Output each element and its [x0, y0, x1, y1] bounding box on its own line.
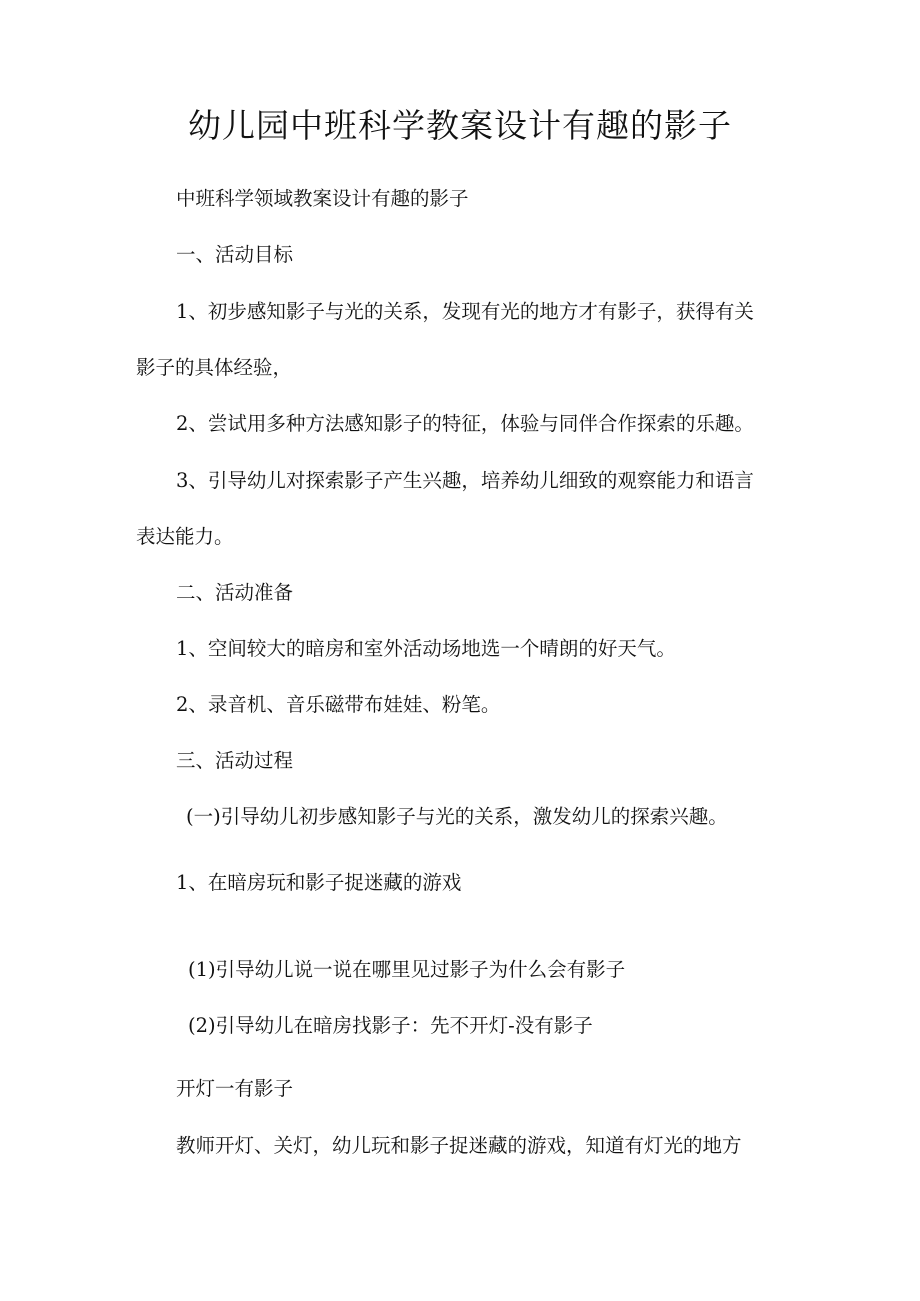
paragraph-line: 3、引导幼儿对探索影子产生兴趣，培养幼儿细致的观察能力和语言 — [176, 469, 754, 492]
paragraph-line: (2)引导幼儿在暗房找影子：先不开灯-没有影子 — [188, 1014, 593, 1037]
paragraph-line: 1、空间较大的暗房和室外活动场地选一个晴朗的好天气。 — [176, 637, 676, 660]
paragraph-line: (1)引导幼儿说一说在哪里见过影子为什么会有影子 — [188, 958, 626, 981]
subtitle-line: 中班科学领域教案设计有趣的影子 — [176, 187, 469, 210]
paragraph-line: (一)引导幼儿初步感知影子与光的关系，激发幼儿的探索兴趣。 — [186, 805, 728, 828]
paragraph-line: 教师开灯、关灯，幼儿玩和影子捉迷藏的游戏，知道有灯光的地方 — [176, 1134, 742, 1157]
section-heading-preparation: 二、活动准备 — [176, 581, 294, 604]
paragraph-line: 2、尝试用多种方法感知影子的特征，体验与同伴合作探索的乐趣。 — [176, 412, 754, 435]
paragraph-line: 开灯一有影子 — [176, 1077, 294, 1100]
paragraph-line: 1、在暗房玩和影子捉迷藏的游戏 — [176, 871, 462, 894]
section-heading-goals: 一、活动目标 — [176, 243, 294, 266]
section-heading-process: 三、活动过程 — [176, 749, 294, 772]
document-title: 幼儿园中班科学教案设计有趣的影子 — [188, 106, 732, 145]
paragraph-line: 表达能力。 — [136, 525, 234, 548]
paragraph-line: 1、初步感知影子与光的关系，发现有光的地方才有影子，获得有关 — [176, 300, 754, 323]
paragraph-line: 影子的具体经验， — [136, 356, 293, 379]
paragraph-line: 2、录音机、音乐磁带布娃娃、粉笔。 — [176, 693, 501, 716]
